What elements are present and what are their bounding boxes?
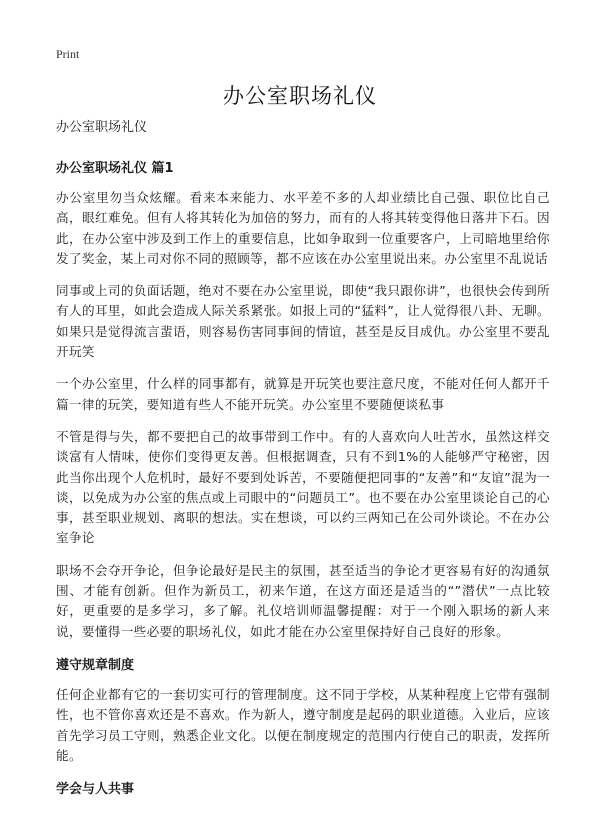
paragraph: 职场不会夺开争论，但争论最好是民主的氛围，甚至适当的争论才更容易有好的沟通氛围、才能有创新。但作为新员工，初来乍道，在这方面还是适当的“”潜伏”一点比较好，更重要的是多学习，多了解。礼仪培训师温馨提醒：对于一个刚入职场的新人来说，要懂得一些必要的职场礼仪，如此才能在办公室里保持好自己良好的形象。 <box>56 562 550 639</box>
paragraph: 一个办公室里，什么样的同事都有，就算是开玩笑也要注意尺度，不能对任何人都开千篇一律的玩笑，要知道有些人不能开玩笑。办公室里不要随便谈私事 <box>56 376 550 412</box>
paragraph: 不管是得与失，都不要把自己的故事带到工作中。有的人喜欢向人吐苦水，虽然这样交谈富有人情味，使你们变得更友善。但根据调查，只有不到1%的人能够严守秘密，因此当你出现个人危机时，最好不要到处诉苦，不要随便把同事的“友善”和“友谊”混为一谈，以免成为办公室的焦点或上司眼中的“问题员工”。也不要在办公室里谈论自己的心事，甚至职业规划、离职的想法。实在想谈，可以约三两知己在公司外谈论。不在办公室争论 <box>56 428 550 546</box>
document-body <box>56 118 550 809</box>
paragraph: 同事或上司的负面话题，绝对不要在办公室里说，即使“我只跟你讲”，也很快会传到所有人的耳里，如此会造成人际关系紧张。如报上司的“猛料”，让人觉得很八卦、无聊。如果只是觉得流言蜚语，则容易伤害同事间的情谊，甚至是反目成仇。办公室里不要乱开玩笑 <box>56 283 550 360</box>
page-title: 办公室职场礼仪 <box>223 84 377 108</box>
print-label: Print <box>56 47 80 61</box>
paragraph: 任何企业都有它的一套切实可行的管理制度。这不同于学校，从某种程度上它带有强制性，也不管你喜欢还是不喜欢。作为新人，遵守制度是起码的职业道德。入业后，应该首先学习员工守则，熟悉企业文化。以便在制度规定的范围内行使自己的职责，发挥所能。 <box>56 686 550 763</box>
section-heading: 办公室职场礼仪 篇1 <box>56 161 174 176</box>
section-heading: 学会与人共事 <box>56 782 135 798</box>
paragraph: 办公室里勿当众炫耀。看来本来能力、水平差不多的人却业绩比自己强、职位比自己高，眼红难免。但有人将其转化为加倍的努力，而有的人将其转变得他日落井下石。因此，在办公室中涉及到工作上的重要信息，比如争取到一位重要客户，上司暗地里给你发了奖金，某上司对你不同的照顾等，都不应该在办公室里说出来。办公室里不乱说话 <box>56 190 550 266</box>
section-heading: 遵守规章制度 <box>56 657 135 673</box>
document-subtitle: 办公室职场礼仪 <box>56 120 148 135</box>
